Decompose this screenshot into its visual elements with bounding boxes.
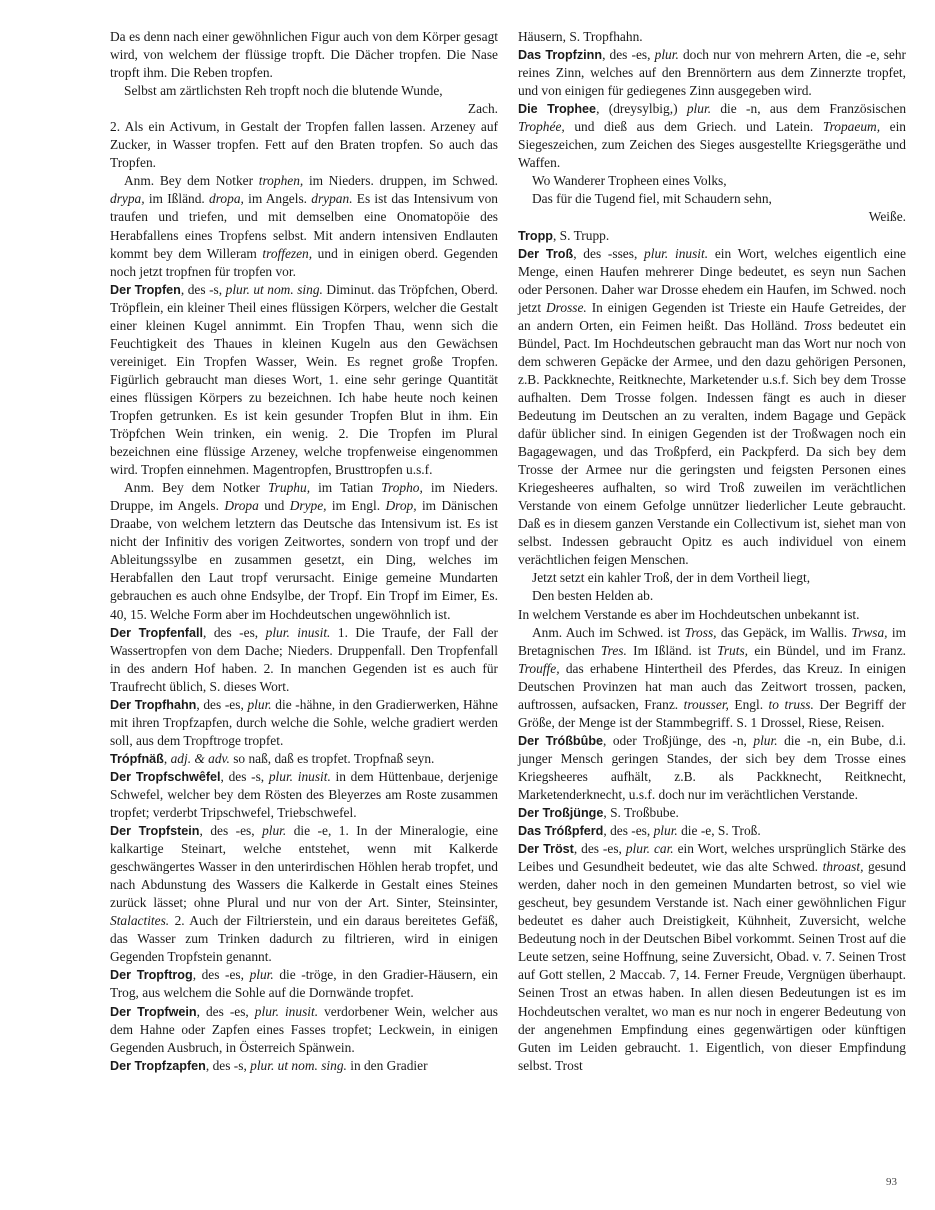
- entry-tropfen: Der Tropfen, des -s, plur. ut nom. sing. Diminut. das Tröpfchen, Oberd. Tröpflein, ein kleiner Theil eines flüssigen Körpers, welcher die Gestalt einer kleinen Kugel annimmt. Ein Tropfen Thau, wenn sich die Feuchtigkeit des Thaues in kleinen Kugeln aus den Gewächsen vereiniget. Ein Tropfen Wasser, Wein. Es regnet große Tropfen. Figürlich gebraucht man dieses Wort, 1. eine sehr geringe Quantität eines flüssigen Körpers zu bezeichnen. Ich habe heute noch keinen Tropfen getrunken. Es ist kein gesunder Tropfen Blut in ihm. Ein Tröpfchen Wein trinken, ein wenig. 2. Die Tropfen im Plural bezeichnen eine flüssige Arzeney, welche tropfenweise eingenommen wird. Tropfen einnehmen. Magentropfen, Brusttropfen u.s.f.: [110, 281, 498, 478]
- entry-trophee: Die Trophee, (dreysylbig,) plur. die -n, aus dem Französischen Trophée, und dieß aus dem Griech. und Latein. Tropaeum, ein Siegeszeichen, zum Zeichen des Sieges ausgestellte Kriegsgeräthe und Waffen.: [518, 101, 907, 171]
- headword: Der Tróßbûbe: [518, 733, 604, 748]
- headword: Das Tróßpferd: [518, 824, 604, 839]
- headword: Die Trophee: [518, 102, 597, 117]
- verse-source: Zach.: [467, 101, 498, 117]
- headword: Der Tropfen: [110, 282, 181, 297]
- headword: Der Tropfzapfen: [110, 1058, 206, 1073]
- entry-tropfstein: Der Tropfstein, des -es, plur. die -e, 1. In der Mineralogie, eine kalkartige Steinart, welche entstehet, wenn mit Kalkerde geschwängertes Wasser in den unterirdischen Höhlen herab tropfet, und nach Abdunstung des Wassers die Kalkerde in Gestalt eines Steines zurück lässet; ohne Plural und nur von der Art. Sinter, Steinsinter, Stalactites. 2. Auch der Filtrierstein, und ein daraus bereitetes Gefäß, das Wasser zum Trinken dadurch zu filtrieren, wird in einigen Gegenden Tropfstein genannt.: [110, 823, 499, 965]
- annotation: Anm. Bey dem Notker Truphu, im Tatian Tropho, im Nieders. Druppe, im Angels. Dropa und Drype, im Engl. Drop, im Dänischen Draabe, von welchem letztern das Deutsche das Intensivum ist. Es ist nicht der Infinitiv des vorigen Zeitwortes, sondern von tropf und der Ableitungssylbe en zusammen gesetzt, ein Ding, welches im Herabfallen den Laut tropf verursacht. Einige gemeine Mundarten gebrauchen es auch ohne Endsylbe, der Tropf. Ein Tropf im Eimer, Es. 40, 15. Welche Form aber im Hochdeutschen ungewöhnlich ist.: [110, 480, 498, 622]
- verse-source: Weiße.: [868, 209, 906, 225]
- headword: Tropp: [518, 228, 553, 243]
- entry-tropftrog: Der Tropftrog, des -es, plur. die -tröge, in den Gradier-Häusern, ein Trog, aus welchem die Sohle auf die Dornwände tropfet.: [110, 967, 498, 1001]
- entry-tross: Der Troß, des -sses, plur. inusit. ein Wort, welches eigentlich eine Menge, einen Haufen mehrerer Dinge bedeutet, es seyn nun Sachen oder Personen. Daher war Drosse ehedem ein Haufen, im Schwed. noch jetzt Drosse. In einigen Gegenden ist Trieste ein Haufe Getreides, der an andern Orten, ein Feimen heißt. Das Holländ. Tross bedeutet ein Bündel, Pact. Im Hochdeutschen gebraucht man das Wort nur noch von dem schweren Gepäcke der Armee, und den dazu gehörigen Personen, z.B. Packknechte, Reitknechte, Marketender u.s.f. Sich bey dem Trosse aufhalten. Dem Trosse folgen. Indessen fängt es auch in dieser Bedeutung im Deutschen an zu veralten, indem Bagage und Gepäck dafür üblicher sind. In einigen Gegenden ist der Troßwagen noch ein Bagagewagen, und das Troßpferd, ein Packpferd. Da sich bey dem Trosse der Armee nur die geringsten und feigsten Personen eines Kriegesheeres aufhalten, so wird Troß zuweilen im verächtlichen Verstande von einem Gefolge unnützer liederlicher Leute gebraucht. Daß es in diesem ganzen Verstande ein Collectivum ist, siehet man von selbst. Indessen gebraucht Opitz es auch individuel von einem verächtlichen feigen Menschen.: [518, 245, 907, 568]
- headword: Der Tröst: [518, 842, 574, 857]
- page-number: 93: [886, 1176, 897, 1188]
- left-column: [110, 28, 498, 1075]
- entry-tropfzapfen: Der Tropfzapfen, des -s, plur. ut nom. sing. in den Gradier: [110, 1057, 428, 1073]
- verse-quote: Den besten Helden ab.: [532, 588, 654, 604]
- entry-tropfhahn: Der Tropfhahn, des -es, plur. die -hähne, in den Gradierwerken, Hähne mit ihren Tropfzapfen, durch welche die Sohle, welche gradiert werden soll, aus dem Tropftroge tropfet.: [110, 696, 498, 748]
- entry-tropfwein: Der Tropfwein, des -es, plur. inusit. verdorbener Wein, welcher aus dem Hahne oder Zapfen eines Fasses tropfet; Leckwein, in einigen Gegenden Ausbruch, in Österreich Spänwein.: [110, 1003, 498, 1055]
- annotation: Anm. Bey dem Notker trophen, im Nieders. druppen, im Schwed. drypa, im Ißländ. dropa, im Angels. drypan. Es ist das Intensivum von traufen und triefen, und mit demselben eine Onomatopöie des Herabfallens eines Tropfens selbst. Mit andern intensiven Endlauten kommt bey dem Willeram troffezen, und in einigen oberd. Gegenden noch jetzt tropfnen für tropfen vor.: [110, 173, 498, 279]
- entry-tropfnass: Trópfnäß, adj. & adv. so naß, daß es tropfet. Tropfnaß seyn.: [110, 750, 435, 766]
- right-column: [518, 28, 906, 1075]
- headword: Der Troßjünge: [518, 806, 604, 821]
- paragraph: Häusern, S. Tropfhahn.: [518, 29, 643, 44]
- headword: Der Tropfhahn: [110, 697, 197, 712]
- entry-trost: Der Tröst, des -es, plur. car. ein Wort, welches ursprünglich Stärke des Leibes und Gesundheit bedeutet, wie das alte Schwed. throast, gesund werden, daher noch in den gemeinen Mundarten betrost, so viel wie gescheut, bey gesundem Verstande ist. Nach einer gewöhnlichen Figur bedeutet es daher auch Dreistigkeit, Kühnheit, Zuversicht, welche Bedeutung noch in der Deutschen Bibel vorkommt. Seinen Trost auf die Leute setzen, seine Hoffnung, seine Zuversicht, Obad. v. 7. Seinen Trost auf Gott stellen, 2 Maccab. 7, 14. Ferner Freude, Vergnügen überhaupt. Seinen Trost an etwas haben. In allen diesen Bedeutungen ist es im Hochdeutschen veraltet, wo man es nur noch in engerer Bedeutung von der angenehmen Empfindung eines gegenwärtigen oder künftigen Guten im Leiden gebraucht. 1. Eigentlich, von dieser Empfindung selbst. Trost: [518, 841, 906, 1073]
- paragraph: In welchem Verstande es aber im Hochdeutschen unbekannt ist.: [518, 606, 860, 622]
- headword: Der Tropfstein: [110, 824, 200, 839]
- headword: Das Tropfzinn: [518, 48, 603, 63]
- entry-tropfenfall: Der Tropfenfall, des -es, plur. inusit. 1. Die Traufe, der Fall der Wassertropfen von dem Dache; Nieders. Druppenfall. Den Tropfenfall in des andern Hof haben. 2. In manchen Gegenden ist es auch für Traufrecht üblich, S. dieses Wort.: [110, 624, 499, 694]
- entry-tropfschwefel: Der Tropfschwêfel, des -s, plur. inusit. in dem Hüttenbaue, derjenige Schwefel, welcher bey dem Rösten des Bleyerzes am Roste zusammen tropfet; verderbt Tripschwefel, Triebschwefel.: [110, 768, 498, 821]
- verse-quote: Selbst am zärtlichsten Reh tropft noch die blutende Wunde,: [124, 83, 443, 99]
- entry-trosspferd: Das Tróßpferd, des -es, plur. die -e, S. Troß.: [518, 823, 761, 839]
- entry-trossbube: Der Tróßbûbe, oder Troßjünge, des -n, plur. die -n, ein Bube, d.i. junger Mensch geringen Standes, der sich bey dem Trosse eines Kriegsheeres aufhält, z.B. als Packknecht, Reitknecht, Marketenderknecht, u.s.f. doch nur im verächtlichen Verstande.: [518, 732, 906, 802]
- paragraph: 2. Als ein Activum, in Gestalt der Tropfen fallen lassen. Arzeney auf Zucker, in Wasser tropfen. Fett auf den Braten tropfen. So auch das Tropfen.: [110, 119, 498, 171]
- entry-tropfzinn: Das Tropfzinn, des -es, plur. doch nur von mehrern Arten, die -e, sehr reines Zinn, welches auf den Brennörtern aus dem Zinnerzte tropfet, und von einigen für gediegenes Zinn ausgegeben wird.: [518, 47, 907, 99]
- verse-quote: Wo Wanderer Tropheen eines Volks,: [532, 173, 727, 189]
- headword: Der Tropfenfall: [110, 625, 204, 640]
- headword: Der Tropfschwêfel: [110, 769, 221, 784]
- headword: Der Tropfwein: [110, 1004, 197, 1019]
- entry-trossjunge: Der Troßjünge, S. Troßbube.: [518, 805, 679, 821]
- headword: Der Troß: [518, 246, 574, 261]
- verse-quote: Jetzt setzt ein kahler Troß, der in dem Vortheil liegt,: [532, 570, 811, 586]
- headword: Der Tropftrog: [110, 968, 193, 983]
- verse-quote: Das für die Tugend fiel, mit Schaudern sehn,: [532, 191, 772, 207]
- annotation: Anm. Auch im Schwed. ist Tross, das Gepäck, im Wallis. Trwsa, im Bretagnischen Tres. Im Ißländ. ist Truts, ein Bündel, und im Franz. Trouffe, das erhabene Hintertheil des Pferdes, das Kreuz. In einigen Deutschen Provinzen hat man auch das Zeitwort trossen, packen, auftrossen, aufsacken, Franz. trousser, Engl. to truss. Der Begriff der Größe, der Menge ist der Stammbegriff. S. 1 Drossel, Riese, Reisen.: [518, 624, 907, 730]
- headword: Trópfnäß: [110, 751, 164, 766]
- entry-tropp: Tropp, S. Trupp.: [518, 227, 610, 243]
- paragraph: Da es denn nach einer gewöhnlichen Figur auch von dem Körper gesagt wird, von welchem der flüssige tropft. Die Dächer tropfen. Die Nase tropft ihm. Die Reben tropfen.: [110, 29, 498, 81]
